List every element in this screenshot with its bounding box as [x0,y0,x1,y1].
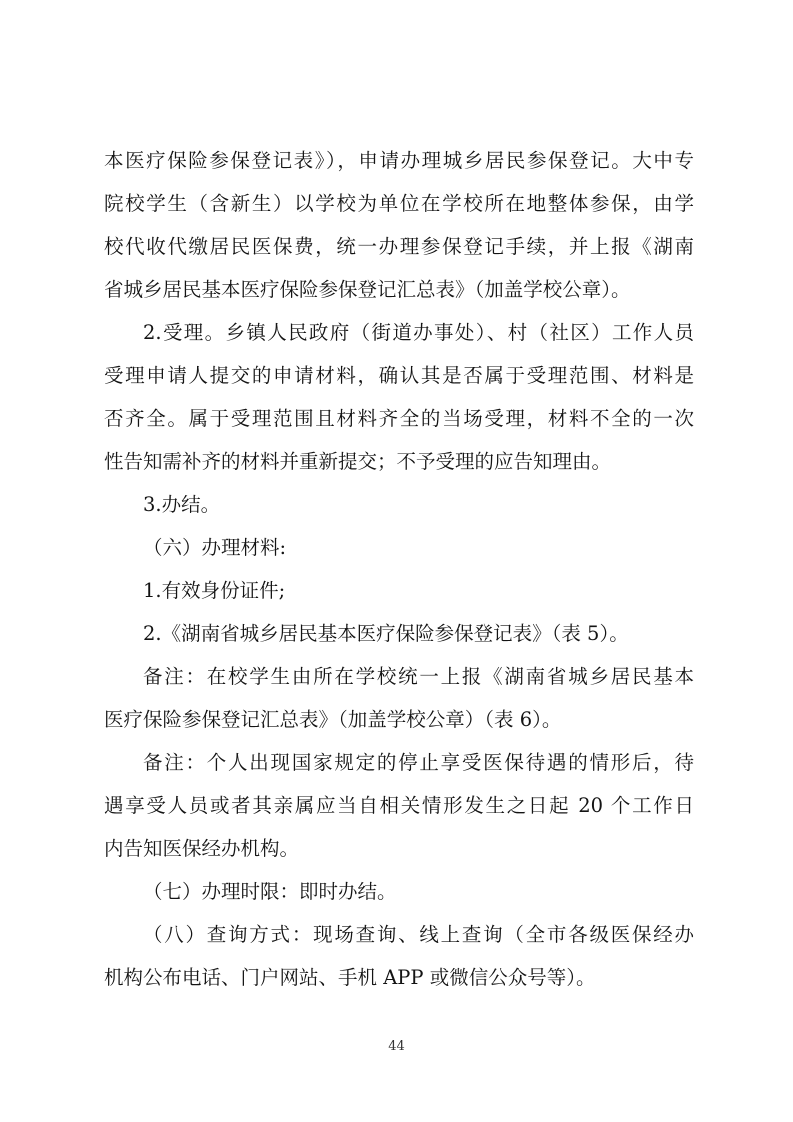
body-text-line: 校代收代缴居民医保费，统一办理参保登记手续，并上报《湖南 [104,235,694,258]
note-text-line: 遇享受人员或者其亲属应当自相关情形发生之日起 20 个工作日 [104,794,694,817]
body-text-line: 否齐全。属于受理范围且材料齐全的当场受理，材料不全的一次 [104,407,694,430]
note-text-line: 备注：个人出现国家规定的停止享受医保待遇的情形后，待 [143,751,694,774]
section-heading: （七）办理时限：即时办结。 [143,880,397,903]
section-heading: （六）办理材料: [143,536,287,559]
body-text-line: 性告知需补齐的材料并重新提交；不予受理的应告知理由。 [104,450,612,473]
list-item: 2.《湖南省城乡居民基本医疗保险参保登记表》（表 5）。 [143,622,629,645]
section-heading: （八）查询方式：现场查询、线上查询（全市各级医保经办 [143,923,694,946]
body-text-line: 机构公布电话、门户网站、手机 APP 或微信公众号等）。 [104,966,596,989]
body-text-line: 2.受理。乡镇人民政府（街道办事处）、村（社区）工作人员 [143,321,694,344]
body-text-line: 受理申请人提交的申请材料，确认其是否属于受理范围、材料是 [104,364,694,387]
note-text-line: 备注：在校学生由所在学校统一上报《湖南省城乡居民基本 [143,665,694,688]
body-text-line: 本医疗保险参保登记表》），申请办理城乡居民参保登记。大中专 [104,149,694,172]
body-text-line: 院校学生（含新生）以学校为单位在学校所在地整体参保，由学 [104,192,694,215]
list-item: 1.有效身份证件; [143,579,286,602]
page-number: 44 [388,1039,405,1054]
note-text-line: 内告知医保经办机构。 [104,837,300,860]
section-item: 3.办结。 [143,493,221,516]
note-text-line: 医疗保险参保登记汇总表》（加盖学校公章）（表 6）。 [104,708,562,731]
body-text-line: 省城乡居民基本医疗保险参保登记汇总表》（加盖学校公章）。 [104,278,631,301]
